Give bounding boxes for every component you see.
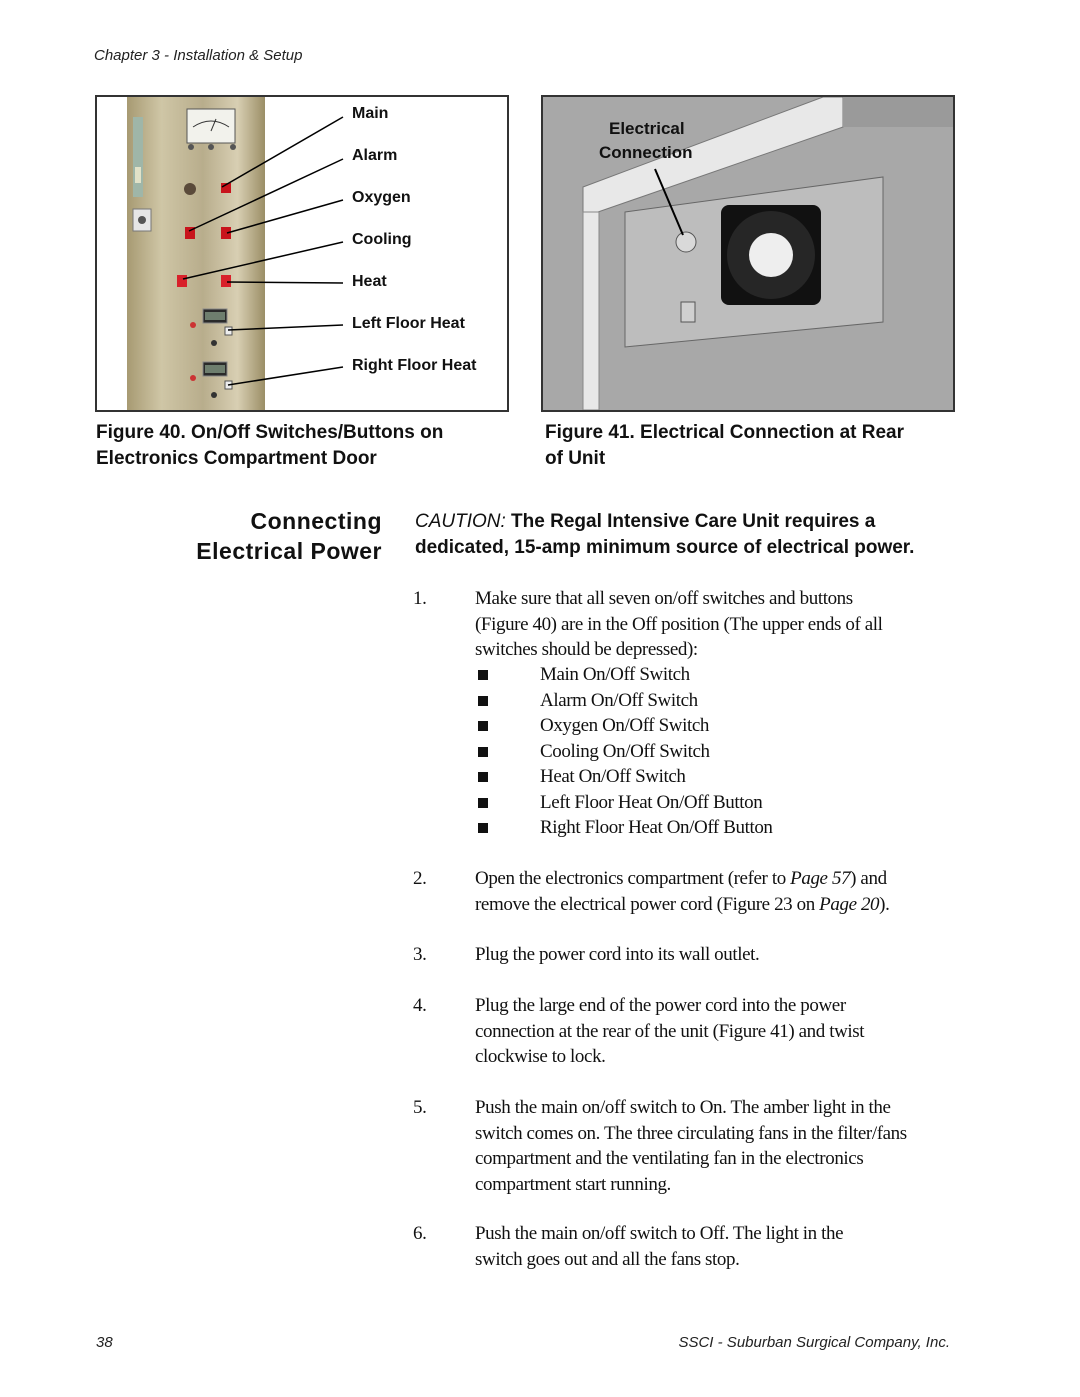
label-oxygen: Oxygen — [352, 189, 411, 206]
page-57-reference: Page 57 — [790, 868, 851, 889]
figure-41-caption: Figure 41. Electrical Connection at Rear of Unit — [545, 422, 904, 469]
footer-company: SSCI - Suburban Surgical Company, Inc. — [678, 1334, 950, 1351]
label-connection: Connection — [599, 143, 693, 162]
figure-41-image — [541, 95, 955, 412]
label-electrical: Electrical — [609, 119, 685, 138]
bullet-square-icon — [478, 747, 488, 757]
bullet-square-icon — [478, 823, 488, 833]
chapter-header: Chapter 3 - Installation & Setup — [94, 47, 303, 64]
step-3: 3. Plug the power cord into its wall outlet. — [413, 944, 760, 965]
label-left-floor-heat: Left Floor Heat — [352, 315, 465, 332]
step-1: 1. Make sure that all seven on/off switches and buttons (Figure 40) are in the Off position (The upper ends of all switches should be depressed): — [413, 588, 883, 660]
caution-note: CAUTION: The Regal Intensive Care Unit requires a dedicated, 15-amp minimum source of electrical power. — [415, 511, 915, 558]
label-heat: Heat — [352, 273, 387, 290]
step-5: 5. Push the main on/off switch to On. The amber light in the switch comes on. The three circulating fans in the filter/fans compartment and the ventilating fan in the electronics compartment start running. — [413, 1097, 907, 1195]
bullet-square-icon — [478, 798, 488, 808]
figure-40-image — [95, 95, 509, 412]
bullet-square-icon — [478, 696, 488, 706]
page-20-reference: Page 20 — [819, 893, 880, 915]
bullet-square-icon — [478, 772, 488, 782]
step-4: 4. Plug the large end of the power cord into the power connection at the rear of the unit (Figure 41) and twist clockwise to lock. — [413, 995, 865, 1067]
label-right-floor-heat: Right Floor Heat — [352, 357, 477, 374]
label-cooling: Cooling — [352, 231, 412, 248]
caution-lead: CAUTION: — [415, 511, 506, 532]
section-title: Connecting Electrical Power — [196, 508, 382, 564]
label-main: Main — [352, 105, 389, 122]
bullet-square-icon — [478, 721, 488, 731]
step-6: 6. Push the main on/off switch to Off. The light in the switch goes out and all the fans stop. — [413, 1223, 844, 1270]
label-alarm: Alarm — [352, 147, 398, 164]
page-number: 38 — [96, 1334, 113, 1351]
figure-40-caption: Figure 40. On/Off Switches/Buttons on Electronics Compartment Door — [96, 422, 444, 469]
bullet-square-icon — [478, 670, 488, 680]
step-2: 2. Open the electronics compartment (refer to Page 57) and remove the electrical power cord (Figure 23 on Page 20). — [413, 868, 890, 915]
